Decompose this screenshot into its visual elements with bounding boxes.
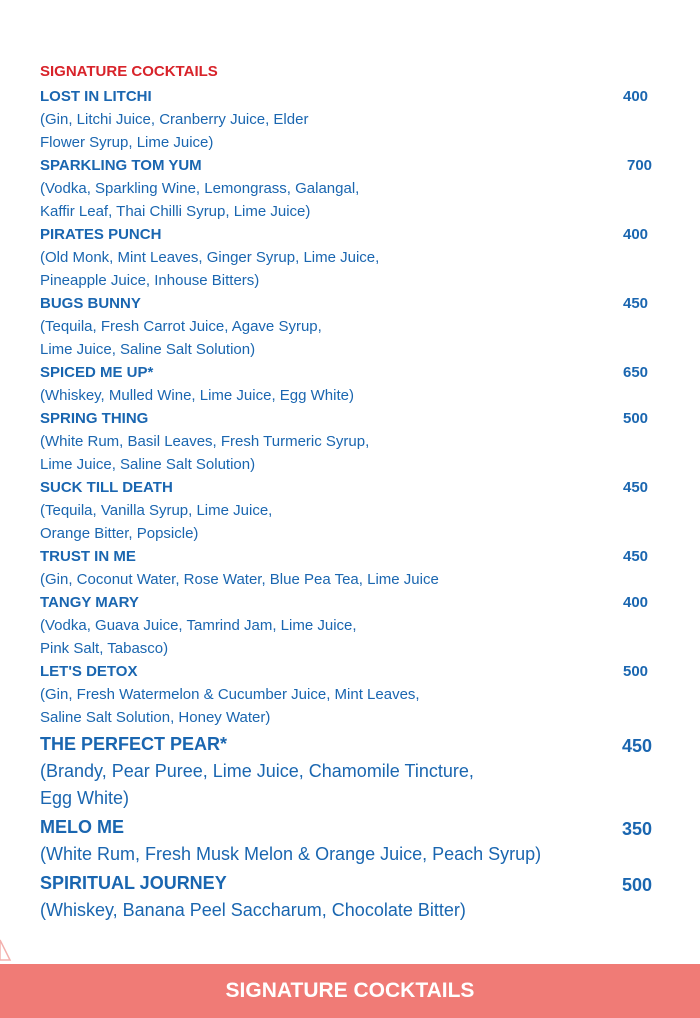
item-name: TRUST IN ME <box>40 548 136 565</box>
footer-title: SIGNATURE COCKTAILS <box>225 979 475 1002</box>
item-description: (Gin, Litchi Juice, Cranberry Juice, Elder Flower Syrup, Lime Juice) <box>40 111 309 151</box>
menu-item <box>40 545 670 591</box>
item-name: TANGY MARY <box>40 594 139 611</box>
item-description: (Gin, Fresh Watermelon & Cucumber Juice, Mint Leaves, Saline Salt Solution, Honey Water) <box>40 686 420 726</box>
item-price: 400 <box>623 226 649 243</box>
item-description: (Vodka, Sparkling Wine, Lemongrass, Galangal, Kaffir Leaf, Thai Chilli Syrup, Lime Juice) <box>40 180 360 220</box>
menu-item <box>40 154 670 223</box>
menu-item <box>40 407 670 476</box>
item-price: 450 <box>623 295 649 312</box>
menu-item <box>40 870 670 924</box>
menu-item <box>40 361 670 407</box>
cocktail-menu <box>40 62 670 924</box>
item-name: SPRING THING <box>40 410 149 427</box>
item-description: (White Rum, Fresh Musk Melon & Orange Juice, Peach Syrup) <box>40 844 542 864</box>
item-name: MELO ME <box>40 817 124 837</box>
item-name: SUCK TILL DEATH <box>40 479 173 496</box>
item-price: 500 <box>623 410 649 427</box>
menu-item <box>40 223 670 292</box>
item-description: (White Rum, Basil Leaves, Fresh Turmeric Syrup, Lime Juice, Saline Salt Solution) <box>40 433 370 473</box>
menu-item <box>40 660 670 729</box>
item-name: LET'S DETOX <box>40 663 138 680</box>
footer-banner <box>0 964 700 1018</box>
menu-item <box>40 85 670 154</box>
item-name: SPICED ME UP* <box>40 364 154 381</box>
menu-item <box>40 292 670 361</box>
item-price: 500 <box>622 875 653 895</box>
item-description: (Whiskey, Banana Peel Saccharum, Chocolate Bitter) <box>40 900 466 920</box>
item-price: 700 <box>627 157 653 174</box>
item-price: 400 <box>623 88 649 105</box>
item-price: 450 <box>623 548 649 565</box>
item-description: (Old Monk, Mint Leaves, Ginger Syrup, Lime Juice, Pineapple Juice, Inhouse Bitters) <box>40 249 380 289</box>
section-title: SIGNATURE COCKTAILS <box>40 63 218 80</box>
item-price: 450 <box>622 736 653 756</box>
item-description: (Gin, Coconut Water, Rose Water, Blue Pea Tea, Lime Juice <box>40 571 439 588</box>
item-name: LOST IN LITCHI <box>40 88 152 105</box>
item-name: SPARKLING TOM YUM <box>40 157 202 174</box>
item-name: PIRATES PUNCH <box>40 226 162 243</box>
menu-item <box>40 591 670 660</box>
menu-item <box>40 731 670 812</box>
item-price: 500 <box>623 663 649 680</box>
item-price: 450 <box>623 479 649 496</box>
item-name: BUGS BUNNY <box>40 295 141 312</box>
item-price: 400 <box>623 594 649 611</box>
menu-item <box>40 814 670 868</box>
item-name: SPIRITUAL JOURNEY <box>40 873 227 893</box>
item-description: (Vodka, Guava Juice, Tamrind Jam, Lime Juice, Pink Salt, Tabasco) <box>40 617 357 657</box>
item-description: (Tequila, Fresh Carrot Juice, Agave Syrup, Lime Juice, Saline Salt Solution) <box>40 318 322 358</box>
item-name: THE PERFECT PEAR* <box>40 734 228 754</box>
menu-item <box>40 476 670 545</box>
decorative-corner-graphic <box>0 930 14 964</box>
item-price: 650 <box>623 364 649 381</box>
item-description: (Whiskey, Mulled Wine, Lime Juice, Egg White) <box>40 387 354 404</box>
item-description: (Brandy, Pear Puree, Lime Juice, Chamomile Tincture, Egg White) <box>40 761 474 808</box>
item-description: (Tequila, Vanilla Syrup, Lime Juice, Orange Bitter, Popsicle) <box>40 502 273 542</box>
item-price: 350 <box>622 819 653 839</box>
